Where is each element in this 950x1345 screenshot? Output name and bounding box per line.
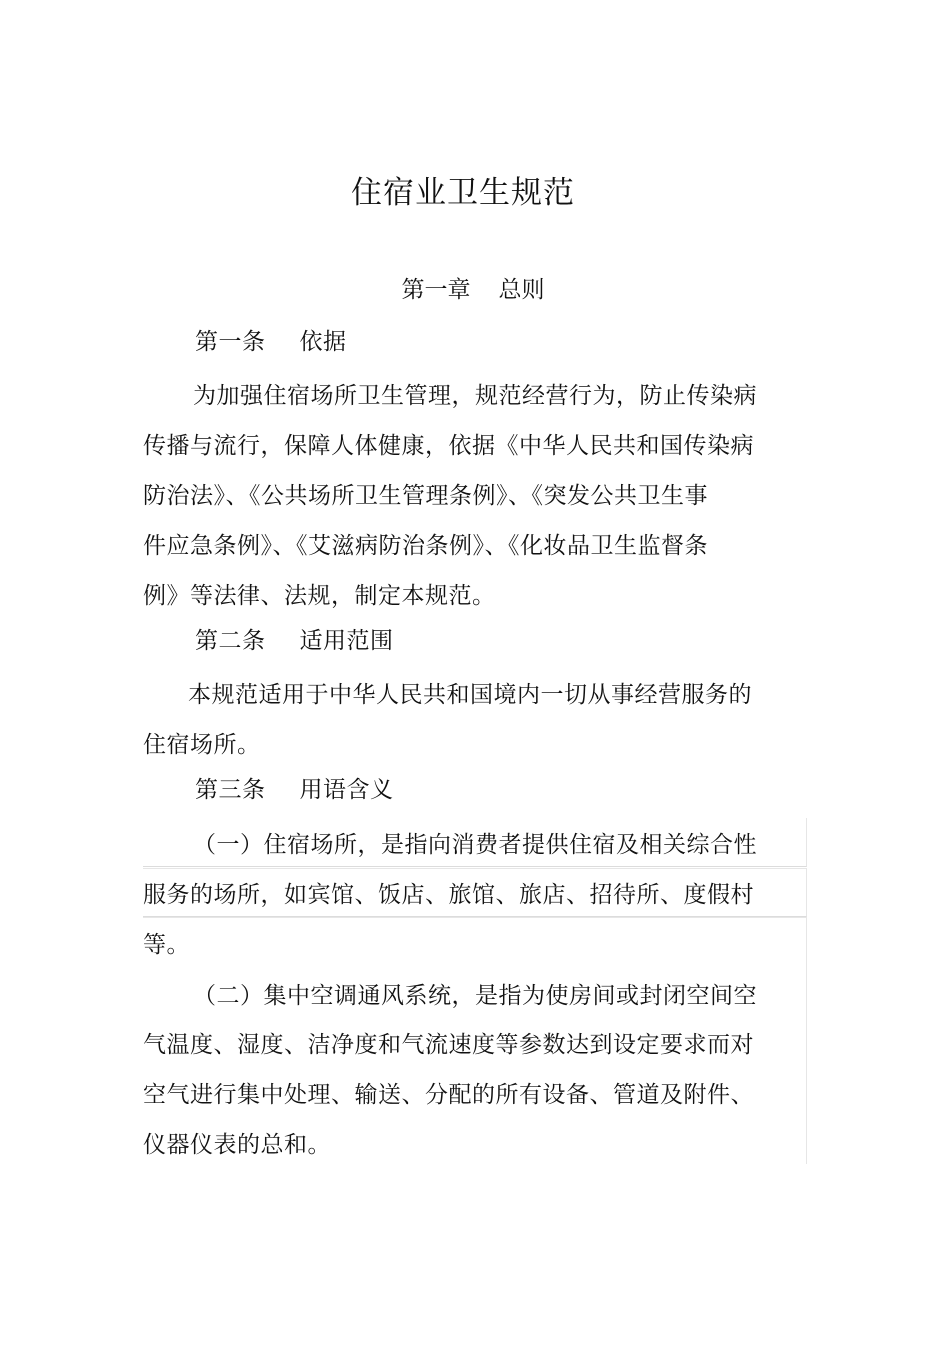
definition-line: 等。 bbox=[143, 932, 190, 958]
article-name: 适用范围 bbox=[299, 628, 394, 654]
document-title: 住宿业卫生规范 bbox=[351, 175, 575, 211]
chapter-number: 第一章 bbox=[401, 277, 471, 303]
article-heading bbox=[195, 626, 394, 656]
paragraph-line: 住宿场所。 bbox=[143, 732, 261, 758]
definition-line: 空气进行集中处理、输送、分配的所有设备、管道及附件、 bbox=[143, 1082, 754, 1108]
definition-line: 仪器仪表的总和。 bbox=[143, 1132, 331, 1158]
paragraph-line: 例》等法律、法规，制定本规范。 bbox=[143, 583, 496, 609]
paragraph-line: 本规范适用于中华人民共和国境内一切从事经营服务的 bbox=[188, 682, 752, 708]
article-number: 第一条 bbox=[195, 329, 266, 355]
definition-line: 服务的场所，如宾馆、饭店、旅馆、旅店、招待所、度假村 bbox=[143, 882, 754, 908]
article-heading bbox=[195, 327, 347, 357]
definition-line: 气温度、湿度、洁净度和气流速度等参数达到设定要求而对 bbox=[143, 1032, 754, 1058]
definition-line: （一）住宿场所，是指向消费者提供住宿及相关综合性 bbox=[193, 832, 757, 858]
article-name: 用语含义 bbox=[299, 777, 394, 803]
article-heading bbox=[195, 775, 394, 805]
chapter-name: 总则 bbox=[498, 277, 545, 303]
chapter-heading bbox=[0, 275, 946, 305]
paragraph-line: 防治法》、《公共场所卫生管理条例》、《突发公共卫生事 bbox=[143, 483, 708, 509]
paragraph-line: 件应急条例》、《艾滋病防治条例》、《化妆品卫生监督条 bbox=[143, 533, 708, 559]
paragraph-line: 为加强住宿场所卫生管理，规范经营行为，防止传染病 bbox=[193, 383, 757, 409]
article-number: 第三条 bbox=[195, 777, 266, 803]
article-name: 依据 bbox=[299, 329, 347, 355]
paragraph-line: 传播与流行，保障人体健康，依据《中华人民共和国传染病 bbox=[143, 433, 754, 459]
article-number: 第二条 bbox=[195, 628, 266, 654]
definition-line: （二）集中空调通风系统，是指为使房间或封闭空间空 bbox=[193, 983, 757, 1009]
